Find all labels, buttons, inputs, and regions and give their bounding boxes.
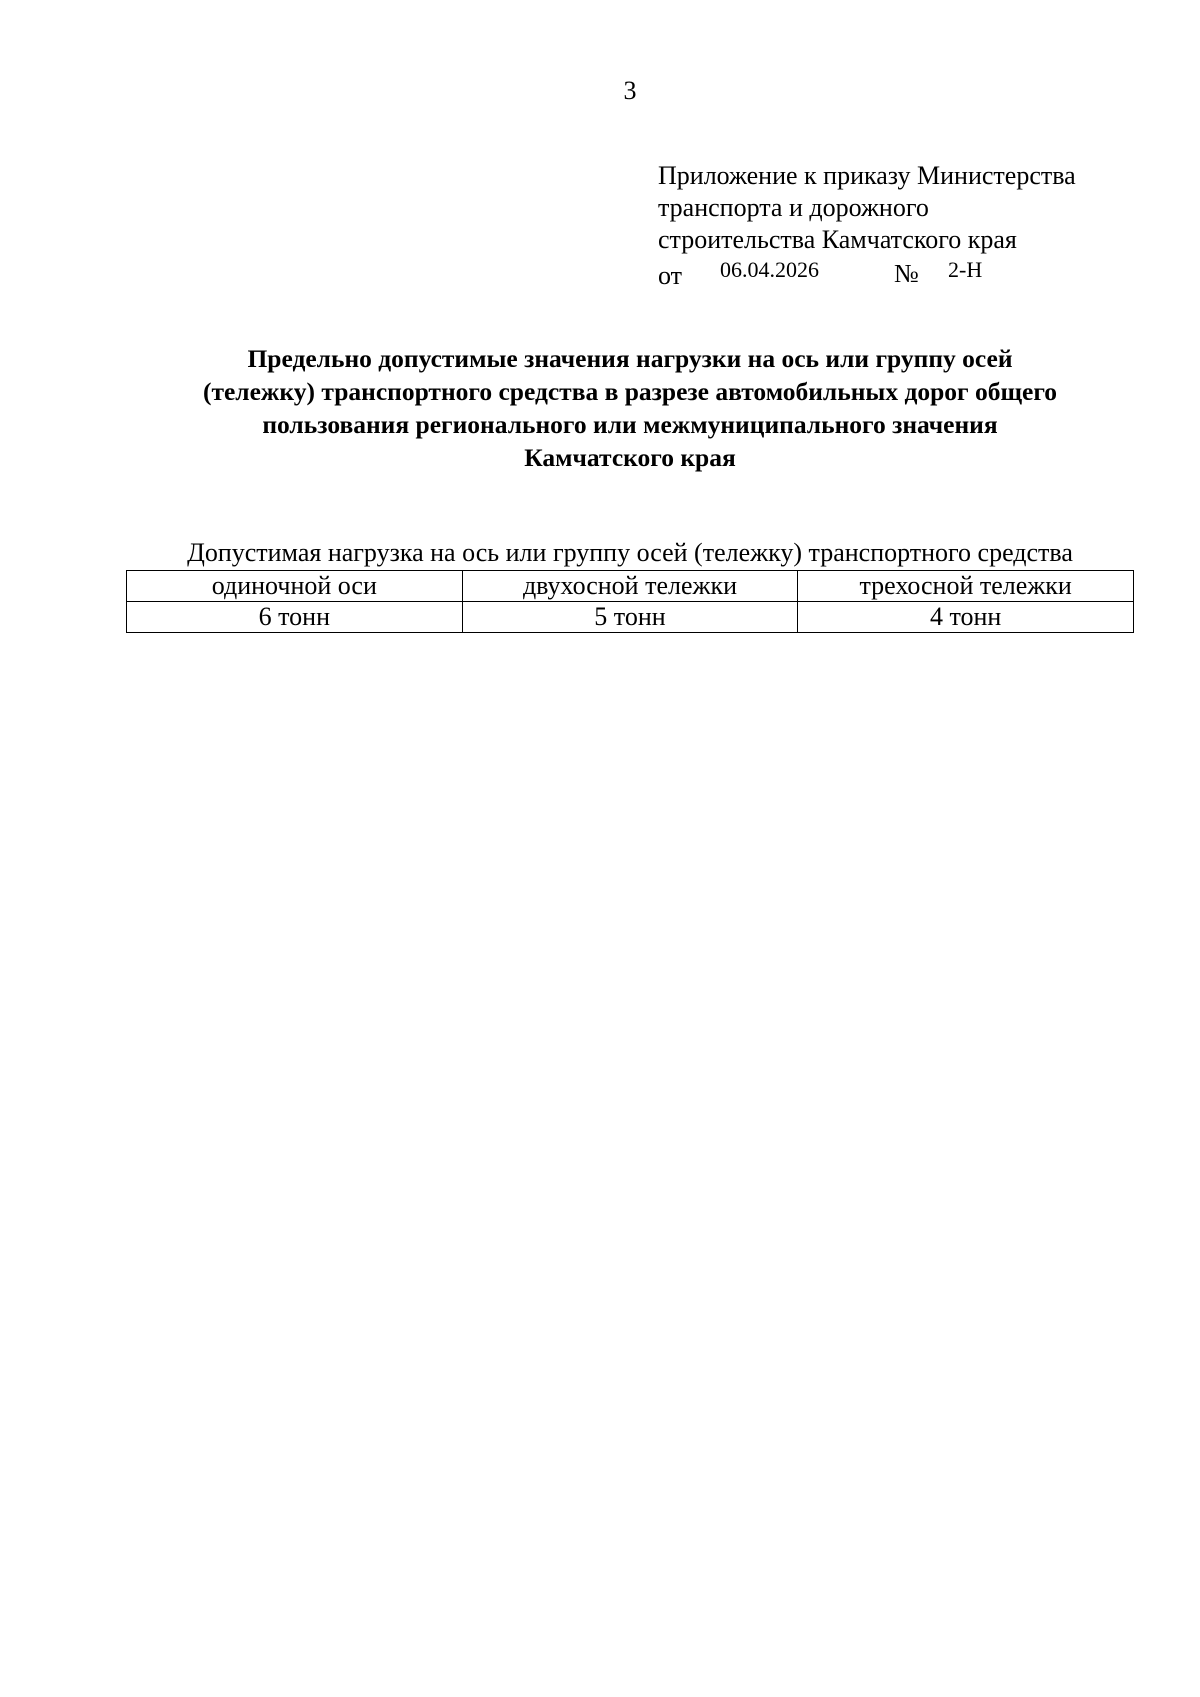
value-three-axle-bogie: 4 тонн <box>798 602 1134 633</box>
value-two-axle-bogie: 5 тонн <box>462 602 798 633</box>
order-from-label: от <box>658 261 683 290</box>
document-title <box>120 342 1140 474</box>
page-number: 3 <box>623 76 637 105</box>
order-date: 06.04.2026 <box>720 257 819 282</box>
header-two-axle-bogie: двухосной тележки <box>462 571 798 602</box>
table-header-row <box>127 571 1134 602</box>
order-number-sign: № <box>894 259 919 288</box>
title-line-3: пользования регионального или межмуниципального значения <box>262 410 998 439</box>
axle-load-table <box>126 570 1134 633</box>
title-line-4: Камчатского края <box>524 443 736 472</box>
appendix-line-2: транспорта и дорожного <box>658 193 929 222</box>
header-three-axle-bogie: трехосной тележки <box>798 571 1134 602</box>
title-line-1: Предельно допустимые значения нагрузки на ось или группу осей <box>247 344 1013 373</box>
header-single-axle: одиночной оси <box>127 571 463 602</box>
appendix-line-1: Приложение к приказу Министерства <box>658 161 1076 190</box>
table-caption: Допустимая нагрузка на ось или группу осей (тележку) транспортного средства <box>187 538 1073 567</box>
order-number: 2-Н <box>948 257 983 282</box>
title-line-2: (тележку) транспортного средства в разрезе автомобильных дорог общего <box>202 377 1058 406</box>
table-row <box>127 602 1134 633</box>
appendix-block <box>658 160 1178 290</box>
order-line <box>658 256 1178 290</box>
appendix-line-3: строительства Камчатского края <box>658 225 1017 254</box>
value-single-axle: 6 тонн <box>127 602 463 633</box>
